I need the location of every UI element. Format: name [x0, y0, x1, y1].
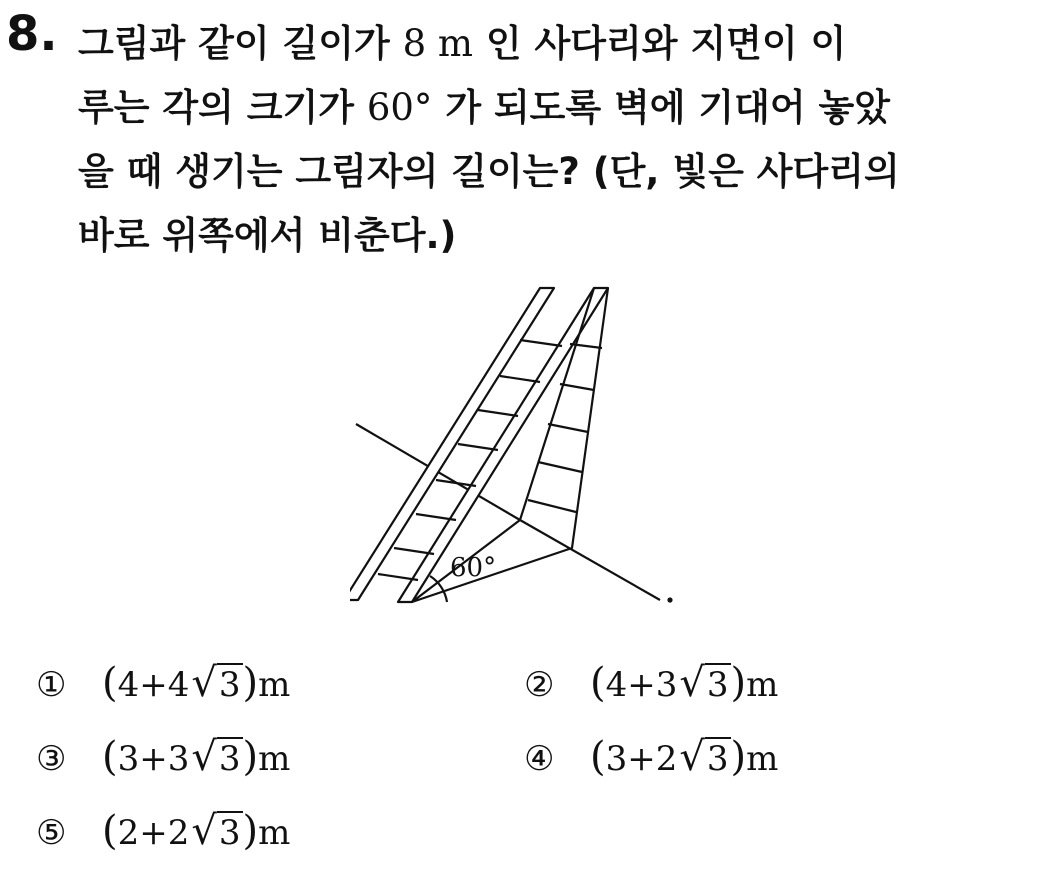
question-stem: [78, 12, 1008, 268]
ladder-rung: [378, 574, 418, 580]
paren-close: ): [730, 660, 747, 706]
sqrt-expression: [189, 732, 242, 784]
ladder-rung: [458, 444, 498, 450]
shadow-rung: [538, 462, 582, 472]
stem-text: 가 되도록 벽에 기대어 놓았: [432, 86, 891, 129]
ground-line: [520, 520, 660, 600]
choice-number: ②: [524, 665, 555, 705]
answer-choices: [36, 650, 1016, 860]
choice-5[interactable]: [36, 806, 290, 858]
stem-text: 을 때 생기는 그림자의 길이는? (단, 빛은 사다리의: [78, 150, 900, 193]
radicand: 3: [706, 739, 729, 779]
ground-end-mark: [669, 599, 672, 602]
choice-number: ①: [36, 665, 67, 705]
choice-1[interactable]: [36, 658, 290, 710]
angle-label: 60°: [450, 553, 497, 583]
paren-open: (: [102, 734, 118, 780]
choice-4[interactable]: [524, 732, 778, 784]
choice-unit: m: [258, 665, 291, 705]
stem-text: 바로 위쪽에서 비춘다.): [78, 214, 457, 257]
choice-number: ⑤: [36, 813, 67, 853]
choice-unit: m: [746, 665, 779, 705]
shadow-rung: [528, 500, 576, 512]
sqrt-icon: √: [191, 660, 217, 706]
sqrt-expression: [189, 806, 242, 858]
stem-math: 8 m: [402, 22, 473, 65]
choice-2[interactable]: [524, 658, 778, 710]
shadow-rung: [548, 424, 588, 432]
choice-unit: m: [746, 739, 779, 779]
radicand: 3: [218, 813, 241, 853]
ladder-rung: [436, 480, 476, 486]
sqrt-expression: [677, 732, 730, 784]
ladder-right-rail: [398, 288, 608, 602]
paren-open: (: [102, 808, 118, 854]
angle-arc: [430, 576, 447, 602]
choice-expr: 3+2: [605, 739, 678, 779]
radicand: 3: [218, 665, 241, 705]
choice-unit: m: [258, 739, 291, 779]
ladder-rung: [394, 548, 434, 554]
choice-unit: m: [258, 813, 291, 853]
stem-math: 60°: [366, 86, 433, 129]
radicand: 3: [706, 665, 729, 705]
paren-open: (: [102, 660, 118, 706]
ladder-rung: [520, 340, 562, 346]
paren-close: ): [242, 660, 259, 706]
stem-line-1: [78, 12, 1008, 76]
ladder-rung: [478, 410, 518, 416]
stem-line-4: [78, 204, 1008, 268]
ladder-figure: [350, 282, 680, 612]
stem-line-3: [78, 140, 1008, 204]
stem-text: 루는 각의 크기가: [78, 86, 367, 129]
shadow-rung: [560, 384, 594, 390]
stem-text: 그림과 같이 길이가: [78, 22, 403, 65]
paren-close: ): [242, 808, 259, 854]
paren-open: (: [590, 660, 606, 706]
ladder-rung: [500, 376, 540, 382]
stem-line-2: [78, 76, 1008, 140]
paren-close: ): [730, 734, 747, 780]
choice-number: ③: [36, 739, 67, 779]
choice-expr: 3+3: [117, 739, 190, 779]
choice-3[interactable]: [36, 732, 290, 784]
sqrt-icon: √: [191, 808, 217, 854]
sqrt-icon: √: [679, 734, 705, 780]
choice-expr: 2+2: [117, 813, 190, 853]
paren-open: (: [590, 734, 606, 780]
radicand: 3: [218, 739, 241, 779]
stem-text: 인 사다리와 지면이 이: [472, 22, 847, 65]
question-number: 8.: [6, 6, 58, 62]
sqrt-expression: [189, 658, 242, 710]
sqrt-icon: √: [191, 734, 217, 780]
sqrt-icon: √: [679, 660, 705, 706]
sqrt-expression: [677, 658, 730, 710]
ladder-diagram: [350, 282, 680, 612]
paren-close: ): [242, 734, 259, 780]
choice-expr: 4+3: [605, 665, 678, 705]
choice-expr: 4+4: [117, 665, 190, 705]
choice-number: ④: [524, 739, 555, 779]
